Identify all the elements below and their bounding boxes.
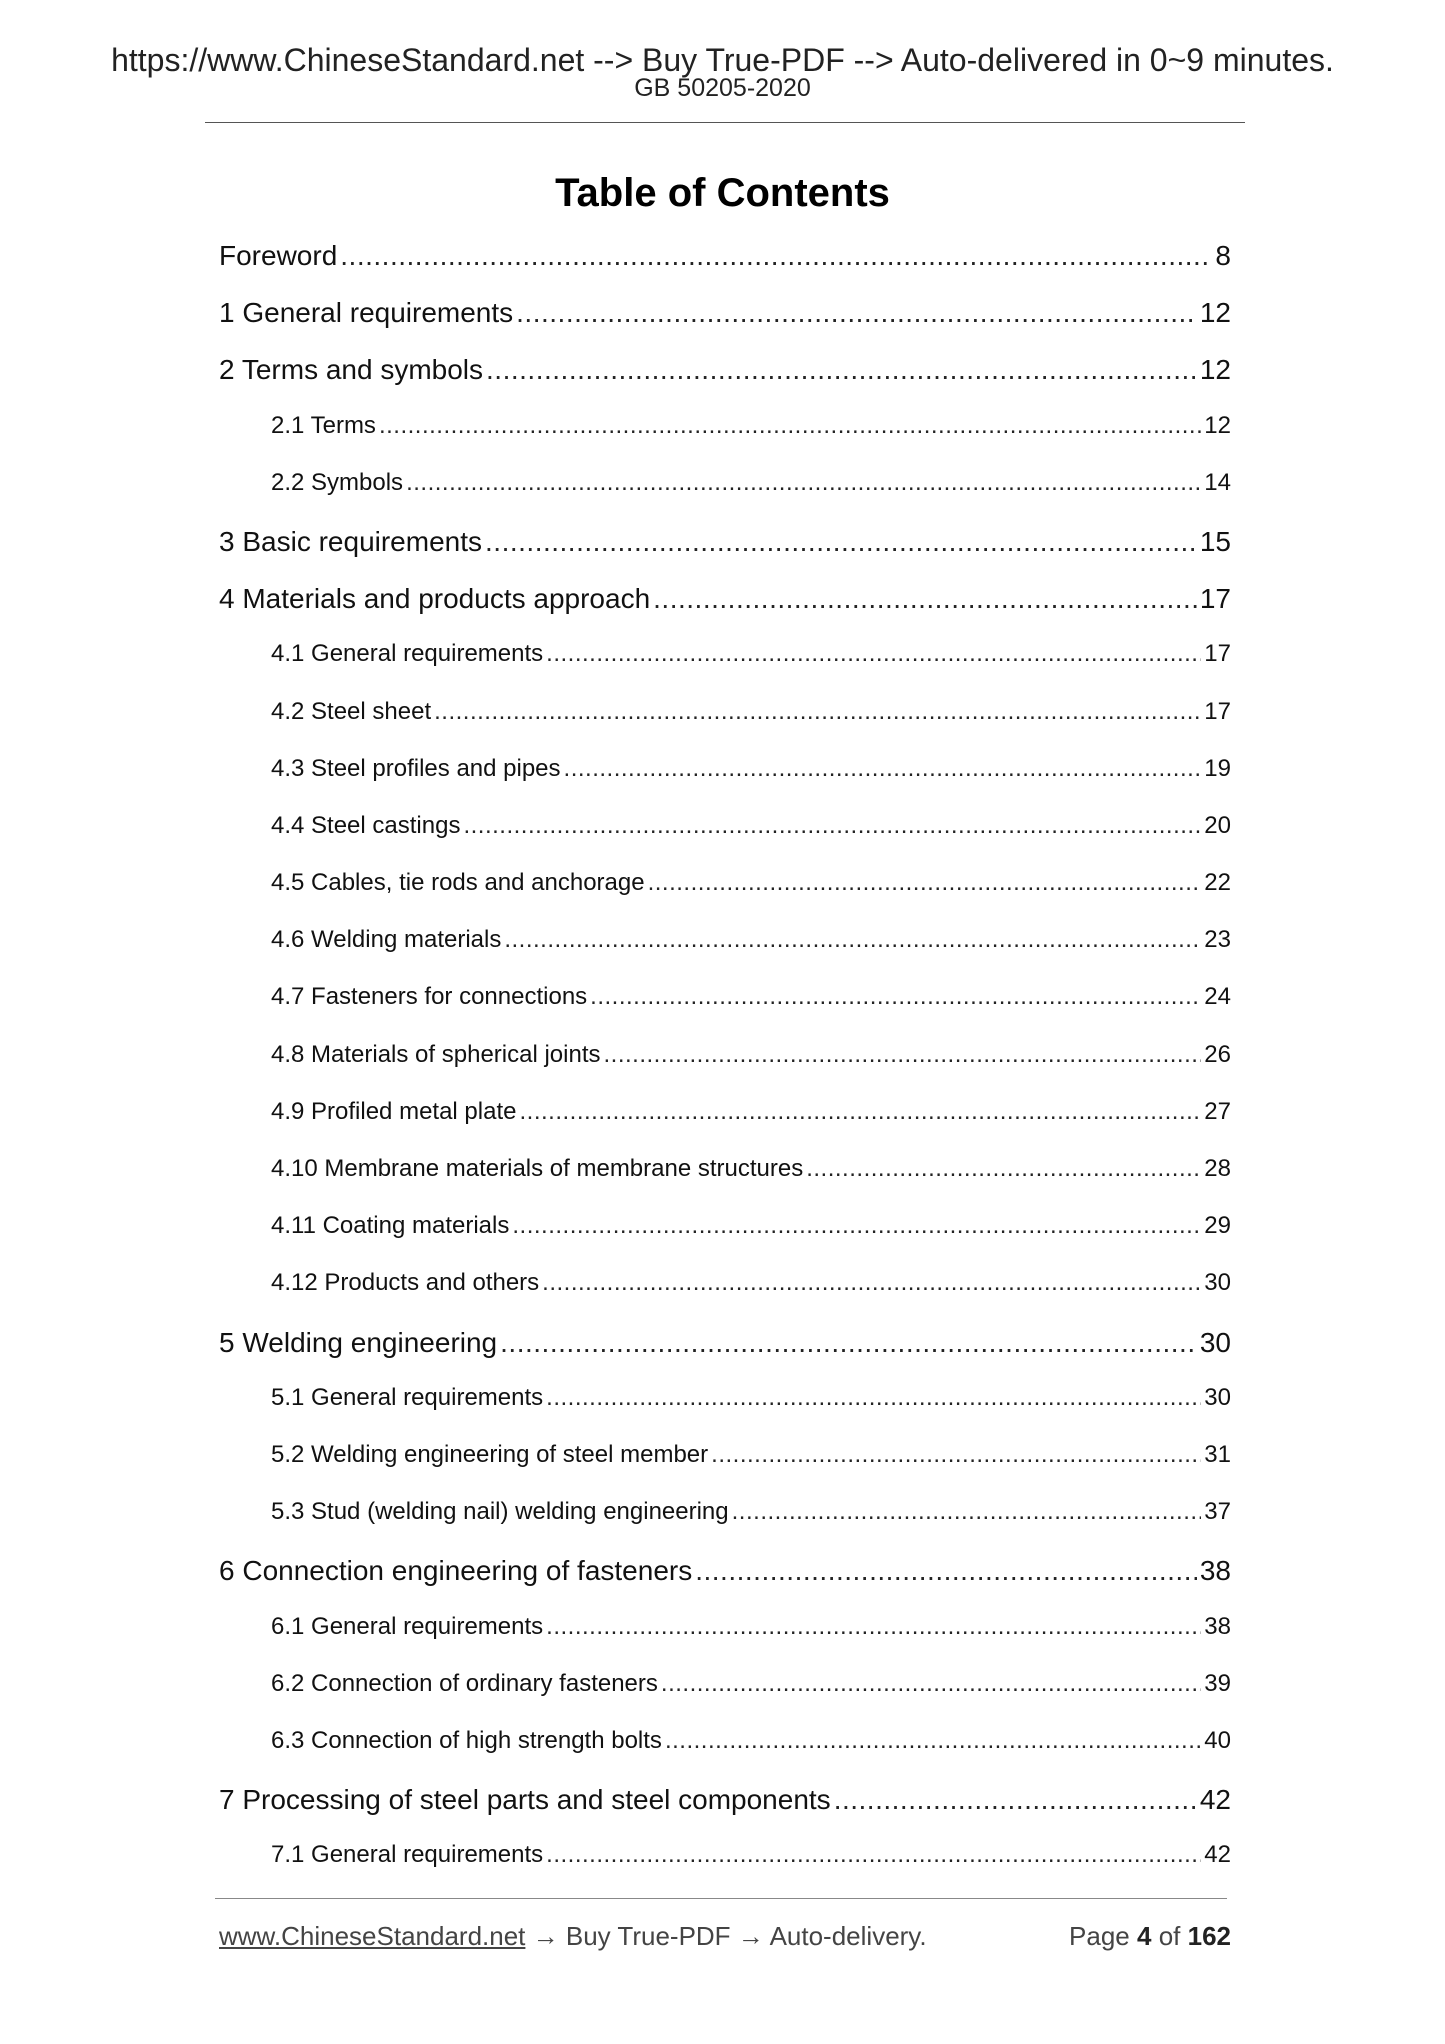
toc-section-entry[interactable] (219, 1269, 1231, 1326)
toc-entry-title: 6 Connection engineering of fasteners (219, 1555, 693, 1587)
toc-entry-title: 7.1 General requirements (271, 1841, 544, 1869)
toc-entry-page-number: 19 (1204, 754, 1231, 782)
toc-chapter-entry[interactable] (219, 1784, 1231, 1841)
toc-chapter-entry[interactable] (219, 583, 1231, 640)
toc-entry-page-number: 24 (1204, 983, 1231, 1011)
source-banner: https://www.ChineseStandard.net --> Buy True-PDF --> Auto-delivered in 0~9 minutes. (111, 42, 1334, 78)
toc-section-entry[interactable] (219, 1155, 1231, 1212)
toc-dot-leader (546, 1841, 1201, 1869)
toc-entry-title: 2.1 Terms (271, 411, 376, 439)
table-of-contents (219, 240, 1231, 1898)
toc-dot-leader (661, 1670, 1201, 1698)
toc-entry-title: 1 General requirements (219, 297, 514, 329)
footer-site-link[interactable]: www.ChineseStandard.net (219, 1921, 526, 1951)
toc-entry-title: 3 Basic requirements (219, 525, 483, 557)
page-word: Page (1069, 1921, 1130, 1951)
page-footer (219, 1918, 1231, 1954)
toc-section-entry[interactable] (219, 1212, 1231, 1269)
toc-entry-title: 4.10 Membrane materials of membrane structures (271, 1155, 804, 1182)
toc-entry-page-number: 29 (1204, 1212, 1231, 1240)
toc-dot-leader (542, 1269, 1201, 1297)
toc-dot-leader (546, 1384, 1201, 1412)
toc-entry-title: 4.12 Products and others (271, 1269, 540, 1297)
toc-entry-title: 6.3 Connection of high strength bolts (271, 1726, 662, 1754)
toc-dot-leader (486, 354, 1197, 386)
toc-entry-title: 4.7 Fasteners for connections (271, 983, 588, 1011)
toc-entry-page-number: 38 (1199, 1555, 1231, 1587)
toc-entry-title: 6.2 Connection of ordinary fasteners (271, 1669, 658, 1697)
toc-entry-title: 5.2 Welding engineering of steel member (271, 1440, 709, 1468)
toc-dot-leader (590, 983, 1201, 1011)
toc-entry-page-number: 30 (1204, 1383, 1231, 1411)
toc-dot-leader (648, 869, 1202, 897)
toc-chapter-entry[interactable] (219, 526, 1231, 583)
toc-entry-page-number: 20 (1204, 811, 1231, 839)
toc-section-entry[interactable] (219, 1841, 1231, 1898)
toc-chapter-entry[interactable] (219, 297, 1231, 354)
toc-section-entry[interactable] (219, 1384, 1231, 1441)
toc-entry-title: 4 Materials and products approach (219, 583, 651, 615)
header-divider (205, 122, 1245, 123)
toc-entry-page-number: 39 (1204, 1669, 1231, 1697)
toc-dot-leader (340, 240, 1212, 272)
toc-entry-page-number: 8 (1215, 240, 1231, 271)
toc-dot-leader (504, 926, 1201, 954)
toc-section-entry[interactable] (219, 755, 1231, 812)
toc-section-entry[interactable] (219, 469, 1231, 526)
toc-entry-title: 4.11 Coating materials (271, 1212, 510, 1240)
toc-dot-leader (603, 1041, 1201, 1069)
toc-dot-leader (711, 1441, 1201, 1469)
toc-entry-page-number: 14 (1204, 468, 1231, 496)
footer-divider (215, 1898, 1227, 1899)
toc-dot-leader (653, 583, 1197, 615)
toc-entry-title: 4.9 Profiled metal plate (271, 1097, 517, 1125)
toc-section-entry[interactable] (219, 1613, 1231, 1670)
toc-dot-leader (564, 755, 1202, 783)
toc-entry-page-number: 42 (1199, 1784, 1231, 1816)
toc-entry-title: 2.2 Symbols (271, 468, 404, 496)
toc-entry-page-number: 12 (1199, 297, 1231, 329)
toc-dot-leader (500, 1327, 1197, 1359)
toc-chapter-entry[interactable] (219, 1555, 1231, 1612)
toc-entry-page-number: 30 (1199, 1326, 1231, 1358)
toc-chapter-entry[interactable] (219, 354, 1231, 411)
toc-section-entry[interactable] (219, 698, 1231, 755)
toc-section-entry[interactable] (219, 1727, 1231, 1784)
toc-entry-title: 4.1 General requirements (271, 640, 544, 668)
toc-entry-page-number: 31 (1204, 1440, 1231, 1468)
toc-entry-page-number: 12 (1199, 354, 1231, 386)
toc-section-entry[interactable] (219, 1498, 1231, 1555)
toc-entry-title: 4.6 Welding materials (271, 926, 502, 954)
toc-entry-title: 7 Processing of steel parts and steel components (219, 1784, 831, 1816)
toc-entry-page-number: 23 (1204, 926, 1231, 954)
toc-entry-page-number: 17 (1199, 583, 1231, 615)
toc-entry-title: 2 Terms and symbols (219, 354, 484, 386)
toc-section-entry[interactable] (219, 640, 1231, 697)
toc-section-entry[interactable] (219, 412, 1231, 469)
footer-tagline: → Buy True-PDF → Auto-delivery. (525, 1921, 927, 1951)
toc-dot-leader (732, 1498, 1202, 1526)
toc-entry-page-number: 26 (1204, 1040, 1231, 1068)
current-page-number: 4 (1136, 1921, 1152, 1951)
toc-entry-title: 4.8 Materials of spherical joints (271, 1040, 601, 1068)
of-word: of (1158, 1921, 1181, 1951)
toc-dot-leader (695, 1555, 1197, 1587)
toc-dot-leader (806, 1155, 1201, 1183)
standard-code: GB 50205-2020 (634, 74, 811, 102)
toc-entry-page-number: 42 (1204, 1841, 1231, 1869)
toc-entry-page-number: 12 (1204, 411, 1231, 439)
toc-dot-leader (834, 1784, 1197, 1816)
toc-dot-leader (516, 297, 1197, 329)
toc-dot-leader (379, 412, 1201, 440)
toc-dot-leader (434, 698, 1201, 726)
toc-section-entry[interactable] (219, 1670, 1231, 1727)
page-title: Table of Contents (555, 171, 890, 215)
toc-entry-page-number: 17 (1204, 640, 1231, 668)
toc-entry-title: Foreword (219, 240, 338, 271)
toc-dot-leader (665, 1727, 1201, 1755)
toc-entry-page-number: 17 (1204, 697, 1231, 725)
toc-entry-page-number: 37 (1204, 1498, 1231, 1526)
toc-section-entry[interactable] (219, 1041, 1231, 1098)
toc-entry-page-number: 27 (1204, 1097, 1231, 1125)
toc-entry-page-number: 30 (1204, 1269, 1231, 1297)
toc-dot-leader (463, 812, 1201, 840)
toc-entry-page-number: 15 (1199, 525, 1231, 557)
toc-entry-title: 6.1 General requirements (271, 1612, 544, 1640)
toc-dot-leader (406, 469, 1201, 497)
toc-dot-leader (485, 526, 1197, 558)
toc-dot-leader (546, 1613, 1201, 1641)
toc-entry-title: 4.2 Steel sheet (271, 697, 432, 725)
toc-chapter-entry[interactable] (219, 1327, 1231, 1384)
total-pages: 162 (1187, 1921, 1231, 1951)
toc-chapter-entry[interactable] (219, 240, 1231, 297)
toc-entry-title: 5.3 Stud (welding nail) welding engineering (271, 1498, 729, 1526)
toc-entry-title: 4.5 Cables, tie rods and anchorage (271, 869, 645, 897)
toc-section-entry[interactable] (219, 926, 1231, 983)
toc-entry-title: 5.1 General requirements (271, 1383, 544, 1411)
toc-section-entry[interactable] (219, 812, 1231, 869)
toc-section-entry[interactable] (219, 983, 1231, 1040)
toc-entry-page-number: 40 (1204, 1726, 1231, 1754)
toc-entry-title: 4.4 Steel castings (271, 811, 461, 839)
toc-dot-leader (519, 1098, 1201, 1126)
toc-section-entry[interactable] (219, 869, 1231, 926)
toc-entry-page-number: 22 (1204, 869, 1231, 897)
toc-section-entry[interactable] (219, 1441, 1231, 1498)
toc-entry-page-number: 38 (1204, 1612, 1231, 1640)
page-indicator (1069, 1918, 1231, 1954)
toc-entry-title: 4.3 Steel profiles and pipes (271, 754, 561, 782)
toc-entry-page-number: 28 (1204, 1155, 1231, 1182)
toc-section-entry[interactable] (219, 1098, 1231, 1155)
toc-entry-title: 5 Welding engineering (219, 1326, 498, 1358)
toc-dot-leader (546, 640, 1201, 668)
toc-dot-leader (512, 1212, 1201, 1240)
